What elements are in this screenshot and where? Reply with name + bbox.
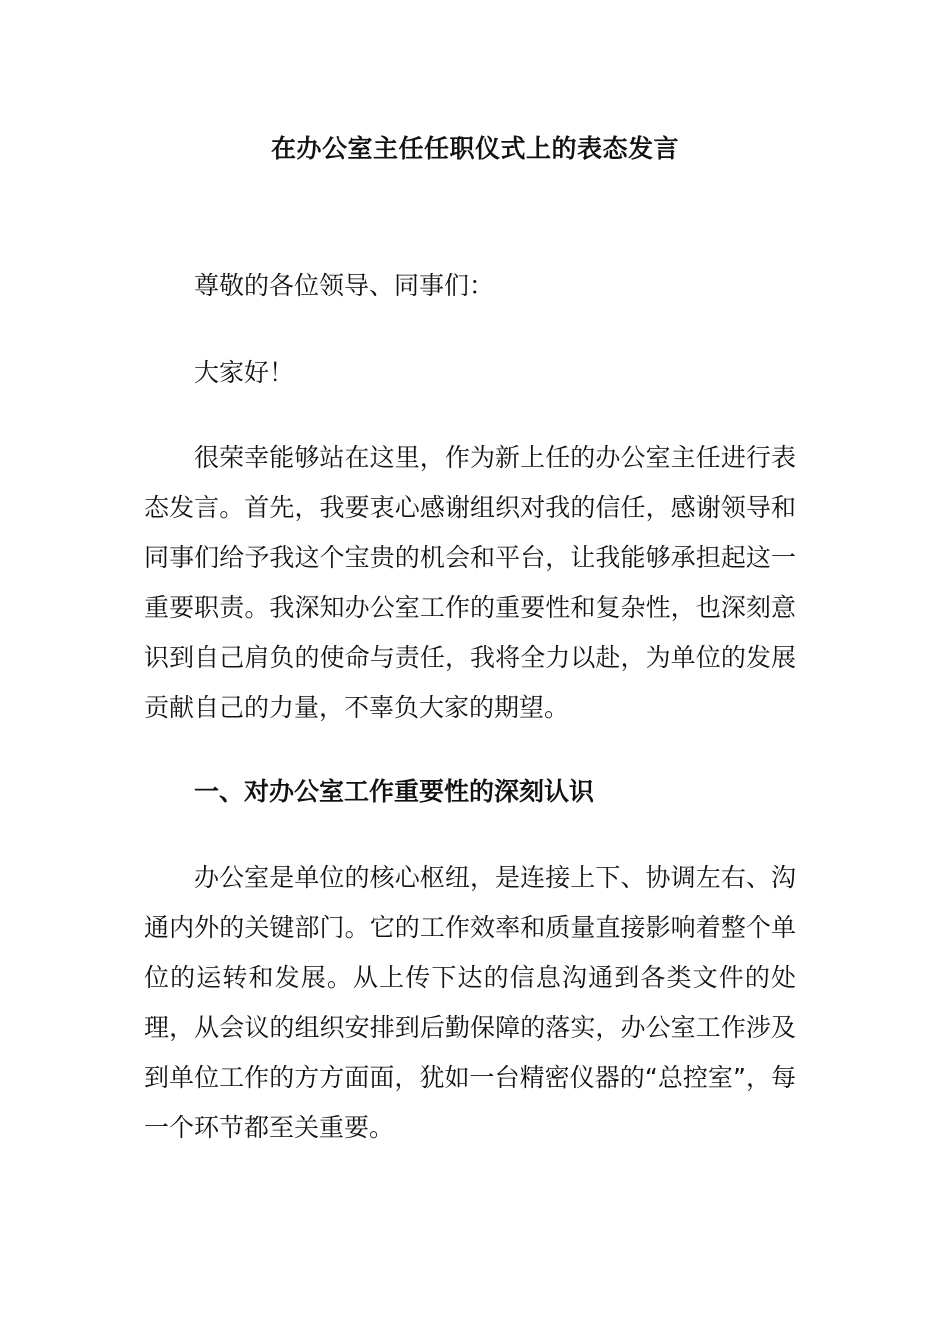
greeting-paragraph: 尊敬的各位领导、同事们： <box>194 271 495 300</box>
hello-paragraph: 大家好！ <box>194 358 295 387</box>
section-body-paragraph: 办公室是单位的核心枢纽，是连接上下、协调左右、沟通内外的关键部门。它的工作效率和质量直接影响着整个单位的运转和发展。从上传下达的信息沟通到各类文件的处理，从会议的组织安排到后勤保障的落实，办公室工作涉及到单位工作的方方面面，犹如一台精密仪器的“总控室”，每一个环节都至关重要。 <box>144 863 796 1142</box>
document-title: 在办公室主任任职仪式上的表态发言 <box>270 134 679 163</box>
section-heading: 一、对办公室工作重要性的深刻认识 <box>194 777 595 806</box>
intro-paragraph: 很荣幸能够站在这里，作为新上任的办公室主任进行表态发言。首先，我要衷心感谢组织对我的信任，感谢领导和同事们给予我这个宝贵的机会和平台，让我能够承担起这一重要职责。我深知办公室工作的重要性和复杂性，也深刻意识到自己肩负的使命与责任，我将全力以赴，为单位的发展贡献自己的力量，不辜负大家的期望。 <box>144 443 796 722</box>
